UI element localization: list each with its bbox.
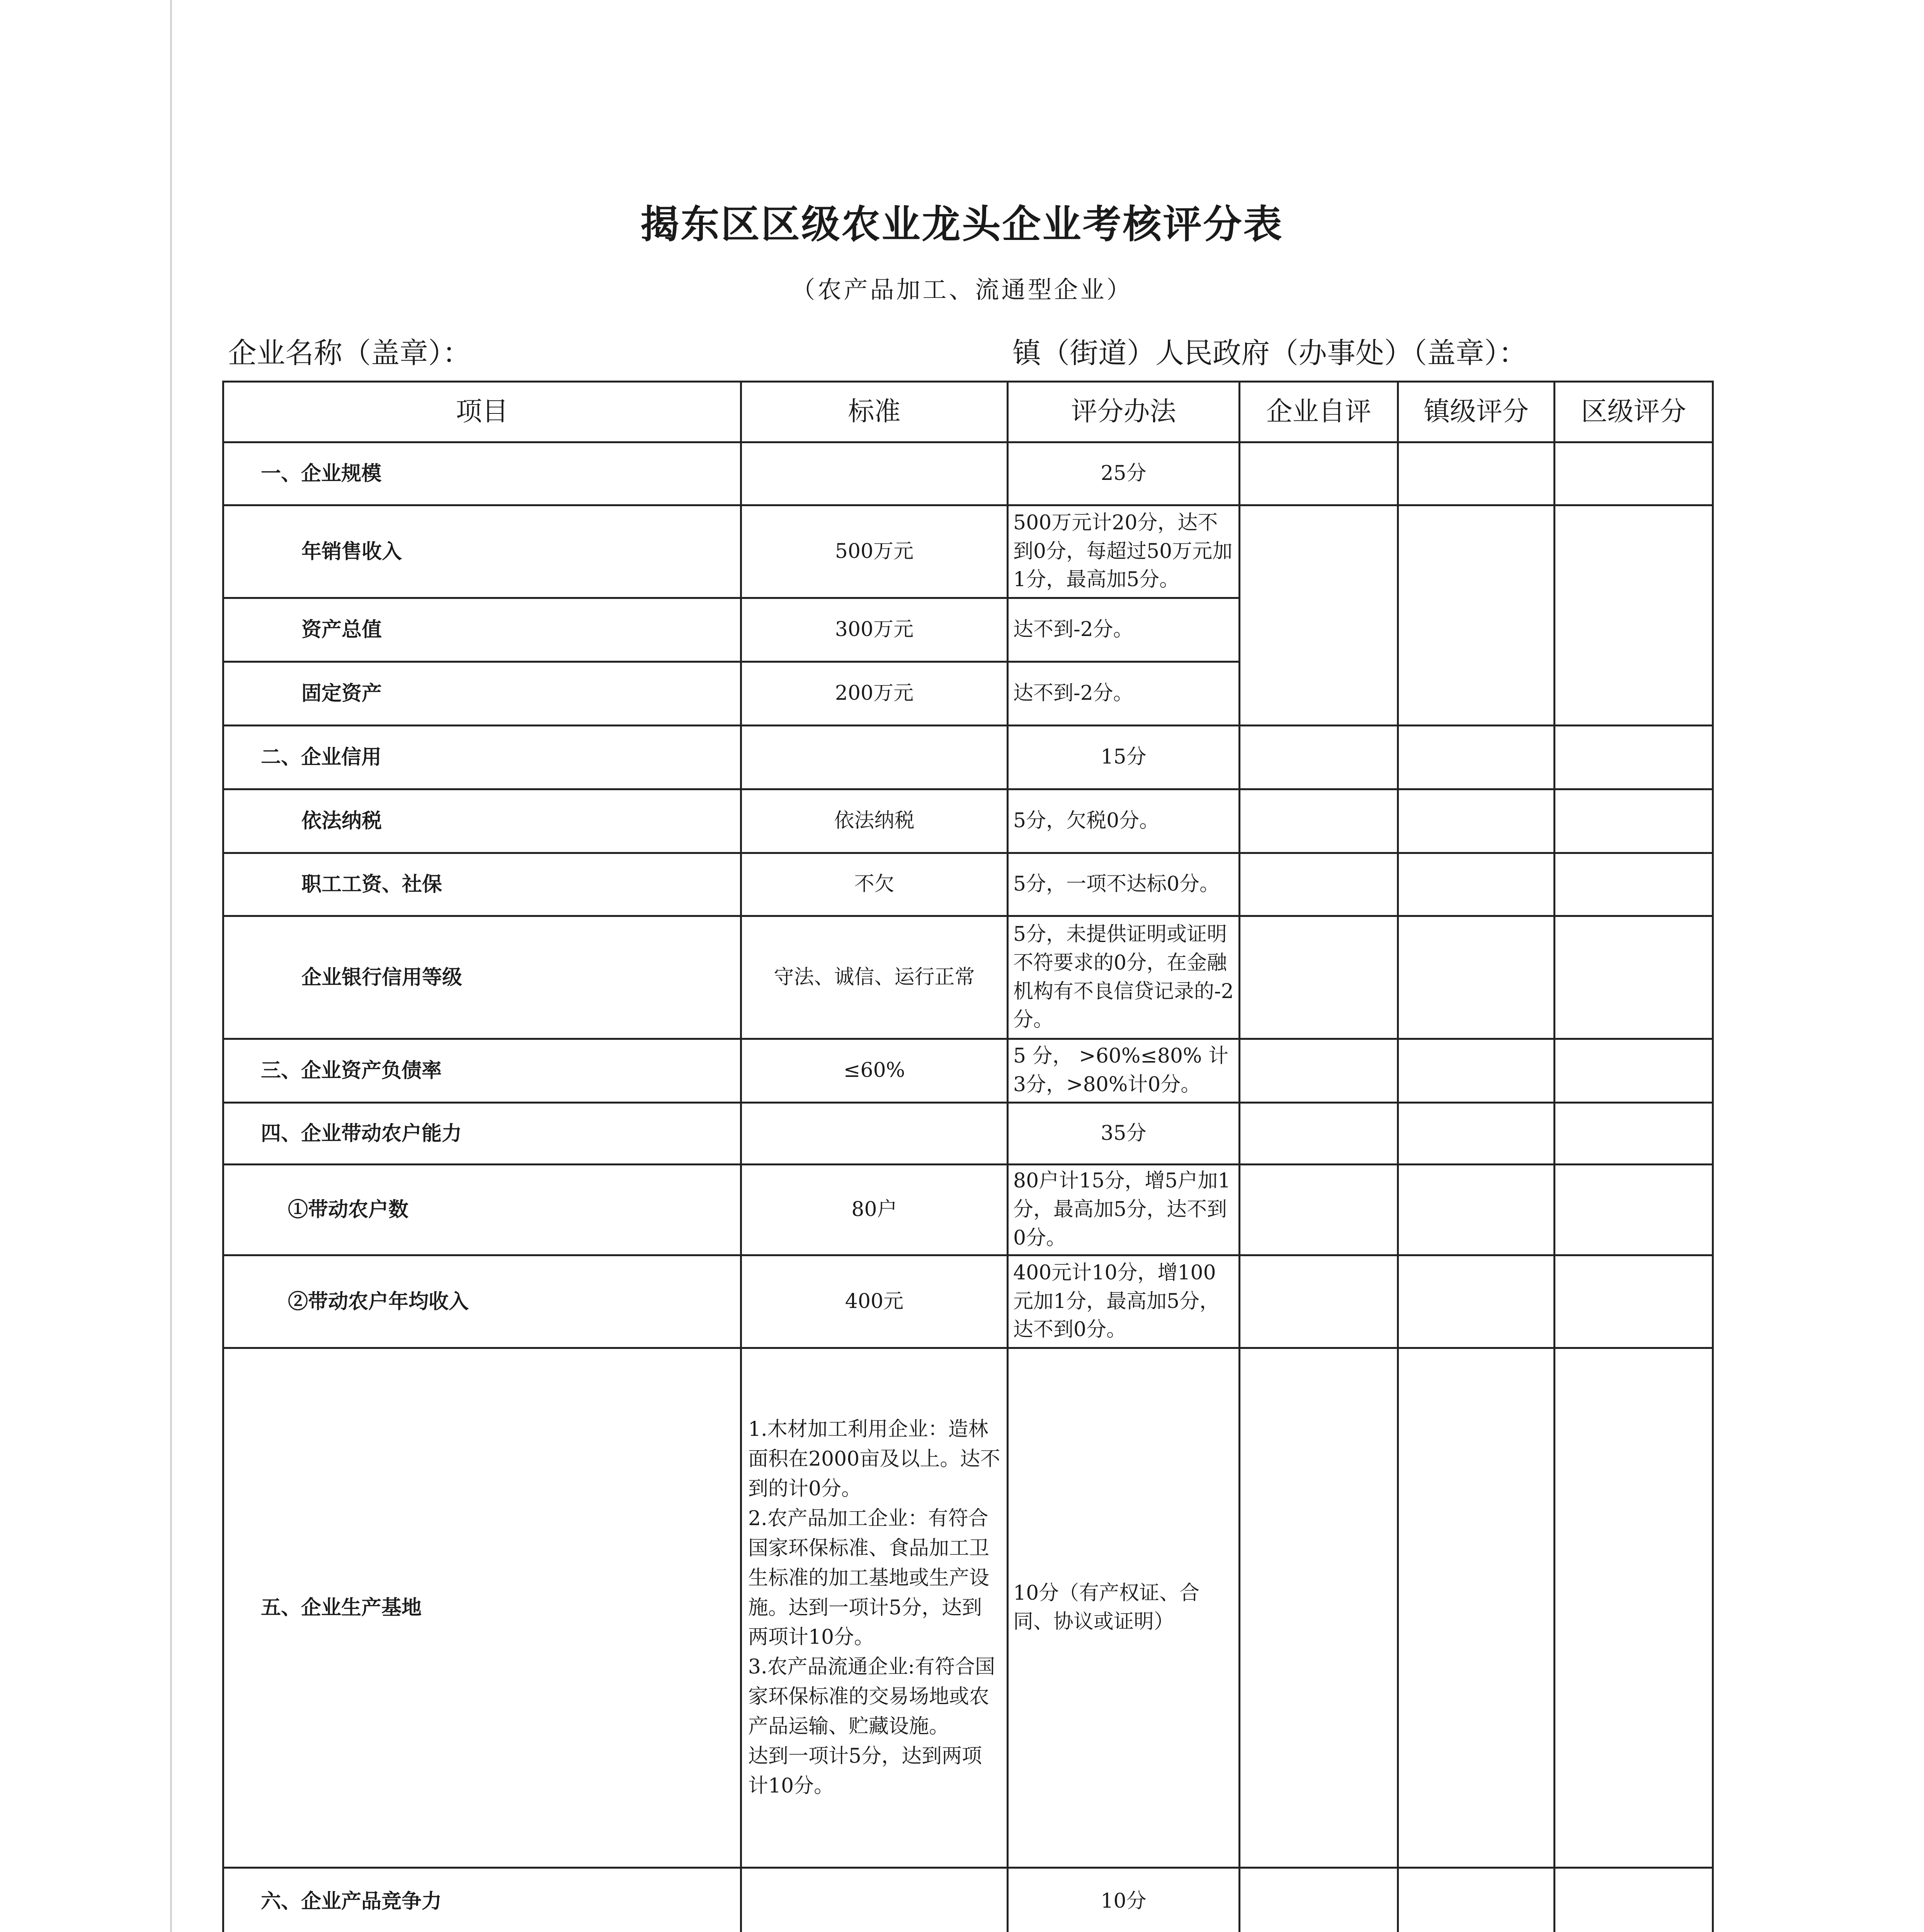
header-item: 项目 <box>223 382 741 442</box>
self-score-cell[interactable] <box>1240 1039 1398 1103</box>
self-score-cell[interactable] <box>1240 726 1398 789</box>
table-row <box>223 1165 1713 1255</box>
row-method: 400元计10分，增100元加1分，最高加5分，达不到0分。 <box>1008 1255 1240 1348</box>
row-standard: 依法纳税 <box>741 789 1008 853</box>
self-score-cell[interactable] <box>1240 1103 1398 1165</box>
row-item: 二、企业信用 <box>223 726 741 789</box>
town-score-cell[interactable] <box>1398 916 1555 1039</box>
town-score-cell[interactable] <box>1398 505 1555 726</box>
district-score-cell[interactable] <box>1555 1255 1713 1348</box>
self-score-cell[interactable] <box>1240 789 1398 853</box>
row-standard: 守法、诚信、运行正常 <box>741 916 1008 1039</box>
district-score-cell[interactable] <box>1555 916 1713 1039</box>
row-method: 5 分， >60%≤80% 计3分，>80%计0分。 <box>1008 1039 1240 1103</box>
row-standard: 80户 <box>741 1165 1008 1255</box>
town-score-cell[interactable] <box>1398 1348 1555 1868</box>
header-method: 评分办法 <box>1008 382 1240 442</box>
row-method: 达不到-2分。 <box>1008 662 1240 726</box>
row-item: 固定资产 <box>223 662 741 726</box>
header-standard: 标准 <box>741 382 1008 442</box>
row-standard <box>741 726 1008 789</box>
row-standard: 500万元 <box>741 505 1008 598</box>
table-row <box>223 853 1713 916</box>
town-score-cell[interactable] <box>1398 1165 1555 1255</box>
row-method: 10分 <box>1008 1868 1240 1932</box>
table-row <box>223 505 1713 598</box>
row-standard <box>741 1103 1008 1165</box>
town-score-cell[interactable] <box>1398 1255 1555 1348</box>
page-title: 揭东区区级农业龙头企业考核评分表 <box>640 202 1284 247</box>
self-score-cell[interactable] <box>1240 1868 1398 1932</box>
district-score-cell[interactable] <box>1555 505 1713 726</box>
table-row <box>223 726 1713 789</box>
row-method: 5分，未提供证明或证明不符要求的0分，在金融机构有不良信贷记录的-2分。 <box>1008 916 1240 1039</box>
district-score-cell[interactable] <box>1555 1868 1713 1932</box>
self-score-cell[interactable] <box>1240 853 1398 916</box>
district-score-cell[interactable] <box>1555 789 1713 853</box>
row-method: 500万元计20分，达不到0分，每超过50万元加1分，最高加5分。 <box>1008 505 1240 598</box>
row-method: 25分 <box>1008 442 1240 505</box>
district-score-cell[interactable] <box>1555 853 1713 916</box>
town-score-cell[interactable] <box>1398 1103 1555 1165</box>
row-item: ①带动农户数 <box>223 1165 741 1255</box>
row-item: 资产总值 <box>223 598 741 662</box>
table-row <box>223 916 1713 1039</box>
district-score-cell[interactable] <box>1555 1103 1713 1165</box>
table-row <box>223 1348 1713 1868</box>
row-standard: 300万元 <box>741 598 1008 662</box>
town-score-cell[interactable] <box>1398 1868 1555 1932</box>
row-method: 10分（有产权证、合同、协议或证明） <box>1008 1348 1240 1868</box>
self-score-cell[interactable] <box>1240 916 1398 1039</box>
header-row <box>223 382 1713 442</box>
table-row <box>223 1039 1713 1103</box>
table-row <box>223 789 1713 853</box>
row-item: 四、企业带动农户能力 <box>223 1103 741 1165</box>
district-score-cell[interactable] <box>1555 442 1713 505</box>
row-standard <box>741 1868 1008 1932</box>
row-method: 达不到-2分。 <box>1008 598 1240 662</box>
row-item: 一、企业规模 <box>223 442 741 505</box>
row-item: 六、企业产品竞争力 <box>223 1868 741 1932</box>
table-row <box>223 1103 1713 1165</box>
self-score-cell[interactable] <box>1240 1255 1398 1348</box>
page-subtitle: （农产品加工、流通型企业） <box>791 276 1133 304</box>
row-item: 职工工资、社保 <box>223 853 741 916</box>
row-item: 依法纳税 <box>223 789 741 853</box>
row-item: ②带动农户年均收入 <box>223 1255 741 1348</box>
district-score-cell[interactable] <box>1555 726 1713 789</box>
town-government-field: 镇（街道）人民政府（办事处）（盖章）： <box>1012 337 1527 370</box>
row-method: 5分，欠税0分。 <box>1008 789 1240 853</box>
score-table <box>222 381 1714 1932</box>
row-standard <box>741 442 1008 505</box>
town-score-cell[interactable] <box>1398 853 1555 916</box>
header-town-score: 镇级评分 <box>1398 382 1555 442</box>
self-score-cell[interactable] <box>1240 505 1398 726</box>
row-method: 35分 <box>1008 1103 1240 1165</box>
table-row <box>223 1868 1713 1932</box>
table-row <box>223 442 1713 505</box>
row-standard: 200万元 <box>741 662 1008 726</box>
town-score-cell[interactable] <box>1398 726 1555 789</box>
row-item: 年销售收入 <box>223 505 741 598</box>
town-score-cell[interactable] <box>1398 442 1555 505</box>
header-district-score: 区级评分 <box>1555 382 1713 442</box>
row-standard: ≤60% <box>741 1039 1008 1103</box>
table-row <box>223 1255 1713 1348</box>
row-standard: 400元 <box>741 1255 1008 1348</box>
header-self-score: 企业自评 <box>1240 382 1398 442</box>
district-score-cell[interactable] <box>1555 1348 1713 1868</box>
row-item: 五、企业生产基地 <box>223 1348 741 1868</box>
company-name-field: 企业名称（盖章）： <box>228 337 471 370</box>
town-score-cell[interactable] <box>1398 1039 1555 1103</box>
row-method: 5分，一项不达标0分。 <box>1008 853 1240 916</box>
row-standard: 不欠 <box>741 853 1008 916</box>
district-score-cell[interactable] <box>1555 1039 1713 1103</box>
district-score-cell[interactable] <box>1555 1165 1713 1255</box>
self-score-cell[interactable] <box>1240 1348 1398 1868</box>
row-item: 企业银行信用等级 <box>223 916 741 1039</box>
self-score-cell[interactable] <box>1240 1165 1398 1255</box>
self-score-cell[interactable] <box>1240 442 1398 505</box>
row-method: 80户计15分，增5户加1分，最高加5分，达不到0分。 <box>1008 1165 1240 1255</box>
row-standard: 1.木材加工利用企业：造林面积在2000亩及以上。达不到的计0分。 2.农产品加工企业：有符合国家环保标准、食品加工卫生标准的加工基地或生产设施。达到一项计5分，达到两项计10分。 3.农产品流通企业:有符合国家环保标准的交易场地或农产品运输、贮藏设施。 达到一项计5分，达到两项计10分。 <box>741 1348 1008 1868</box>
row-method: 15分 <box>1008 726 1240 789</box>
row-item: 三、企业资产负债率 <box>223 1039 741 1103</box>
town-score-cell[interactable] <box>1398 789 1555 853</box>
